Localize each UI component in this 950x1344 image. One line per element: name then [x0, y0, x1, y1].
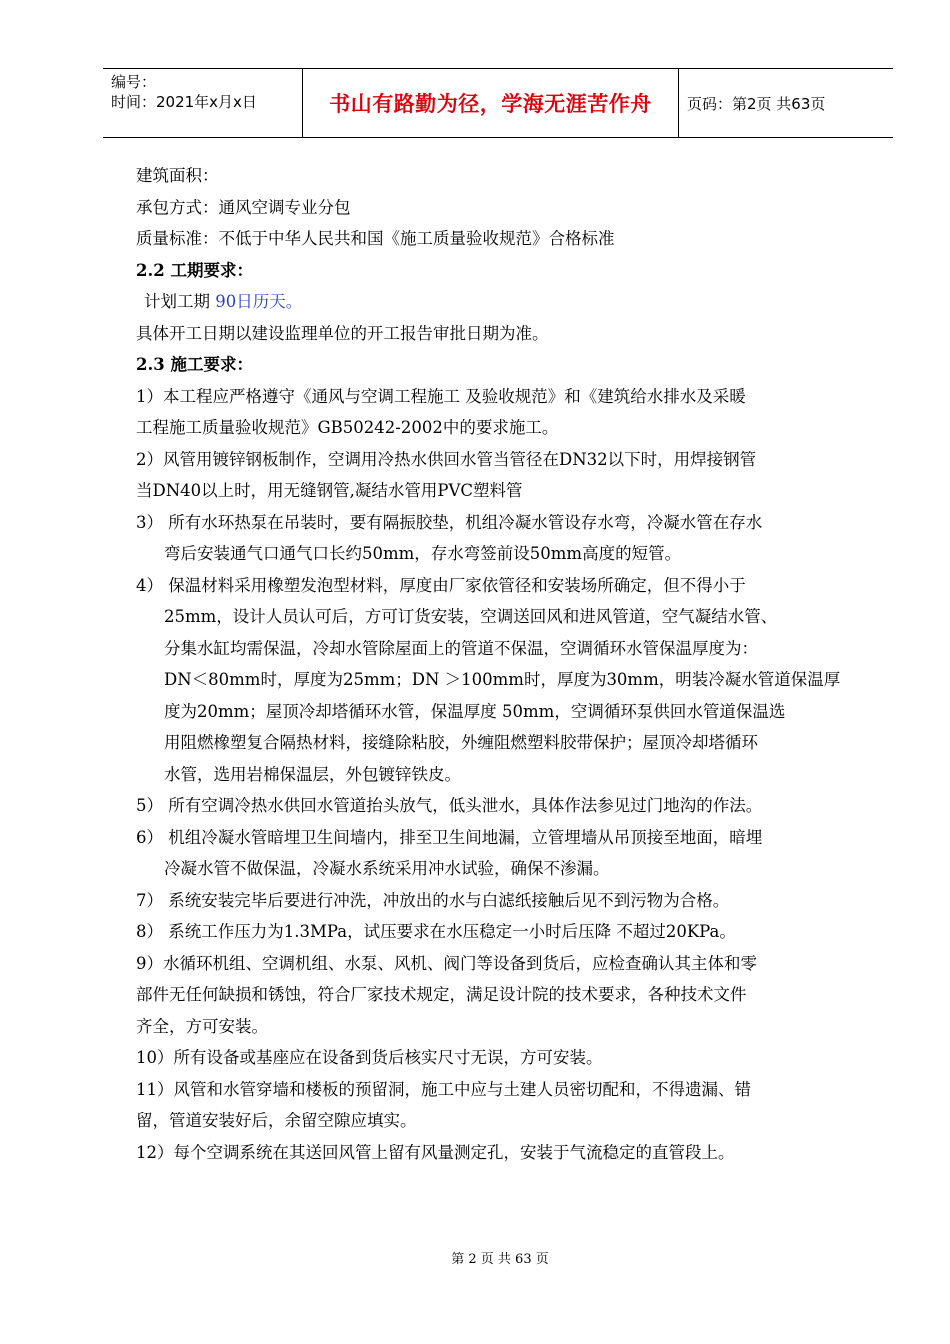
text-line: 9）水循环机组、空调机组、水泵、风机、阀门等设备到货后，应检查确认其主体和零	[136, 953, 757, 973]
schedule-label: 计划工期	[144, 292, 216, 311]
text-line: 当DN40以上时，用无缝钢管,凝结水管用PVC塑料管	[136, 481, 523, 500]
document-number-label: 编号：	[111, 73, 157, 91]
text-line: 部件无任何缺损和锈蚀，符合厂家技术规定，满足设计院的技术要求，各种技术文件	[136, 985, 747, 1004]
document-body	[136, 160, 866, 1168]
text-line: 12）每个空调系统在其送回风管上留有风量测定孔，安装于气流稳定的直管段上。	[136, 1142, 735, 1162]
text-line: 质量标准：不低于中华人民共和国《施工质量验收规范》合格标准	[136, 229, 615, 248]
text-line: 用阻燃橡塑复合隔热材料，接缝除粘胶，外缠阻燃塑料胶带保护；屋顶冷却塔循环	[164, 733, 758, 752]
text-line: 度为20mm；屋顶冷却塔循环水管，保温厚度 50mm，空调循环泵供回水管道保温选	[164, 701, 786, 721]
text-line: 11）风管和水管穿墙和楼板的预留洞，施工中应与土建人员密切配和，不得遗漏、错	[136, 1079, 751, 1099]
text-line	[136, 286, 866, 318]
text-line: 留，管道安装好后，余留空隙应填实。	[136, 1111, 417, 1130]
text-line: 分集水缸均需保温，冷却水管除屋面上的管道不保温，空调循环水管保温厚度为：	[164, 638, 758, 658]
text-line: 工程施工质量验收规范》GB50242-2002中的要求施工。	[136, 418, 559, 437]
text-line: DN＜80mm时，厚度为25mm；DN ＞100mm时，厚度为30mm，明装冷凝水管道保温厚	[164, 670, 841, 689]
text-line: 1）本工程应严格遵守《通风与空调工程施工 及验收规范》和《建筑给水排水及采暖	[136, 386, 746, 406]
text-line: 具体开工日期以建设监理单位的开工报告审批日期为准。	[136, 323, 549, 343]
text-line: 冷凝水管不做保温，冷凝水系统采用冲水试验，确保不渗漏。	[164, 859, 610, 878]
text-line: 6） 机组冷凝水管暗埋卫生间墙内，排至卫生间地漏，立管埋墙从吊顶接至地面，暗埋	[136, 827, 763, 847]
text-line: 7） 系统安装完毕后要进行冲洗，冲放出的水与白滤纸接触后见不到污物为合格。	[136, 890, 730, 910]
text-line: 2）风管用镀锌钢板制作，空调用冷热水供回水管当管径在DN32以下时，用焊接钢管	[136, 449, 757, 469]
text-line: 5） 所有空调冷热水供回水管道抬头放气，低头泄水，具体作法参见过门地沟的作法。	[136, 796, 763, 815]
text-line: 齐全，方可安装。	[136, 1016, 268, 1036]
header-meta	[103, 69, 303, 137]
schedule-days: 90日历天。	[215, 292, 303, 311]
text-line: 10）所有设备或基座应在设备到货后核实尺寸无误，方可安装。	[136, 1048, 603, 1067]
text-line: 建筑面积：	[136, 166, 219, 185]
text-line: 弯后安装通气口通气口长约50mm，存水弯签前设50mm高度的短管。	[164, 544, 682, 563]
page-header	[103, 68, 893, 138]
document-time-label: 时间：2021年x月x日	[111, 93, 257, 111]
text-line: 4） 保温材料采用橡塑发泡型材料，厚度由厂家依管径和安装场所确定，但不得小于	[136, 575, 746, 595]
section-heading: 2.3 施工要求：	[136, 355, 253, 374]
section-heading: 2.2 工期要求：	[136, 260, 253, 280]
text-line: 承包方式：通风空调专业分包	[136, 197, 351, 217]
text-line: 8） 系统工作压力为1.3MPa，试压要求在水压稳定一小时后压降 不超过20KPa。	[136, 922, 736, 941]
header-page-info: 页码：第2页 共63页	[687, 94, 826, 113]
header-motto: 书山有路勤为径，学海无涯苦作舟	[303, 69, 679, 137]
text-line: 水管，选用岩棉保温层，外包镀锌铁皮。	[164, 764, 461, 784]
text-line: 3） 所有水环热泵在吊装时，要有隔振胶垫，机组冷凝水管设存水弯，冷凝水管在存水	[136, 512, 763, 532]
page-footer: 第 2 页 共 63 页	[451, 1252, 549, 1267]
text-line: 25mm，设计人员认可后，方可订货安装，空调送回风和进风管道，空气凝结水管、	[164, 607, 778, 626]
